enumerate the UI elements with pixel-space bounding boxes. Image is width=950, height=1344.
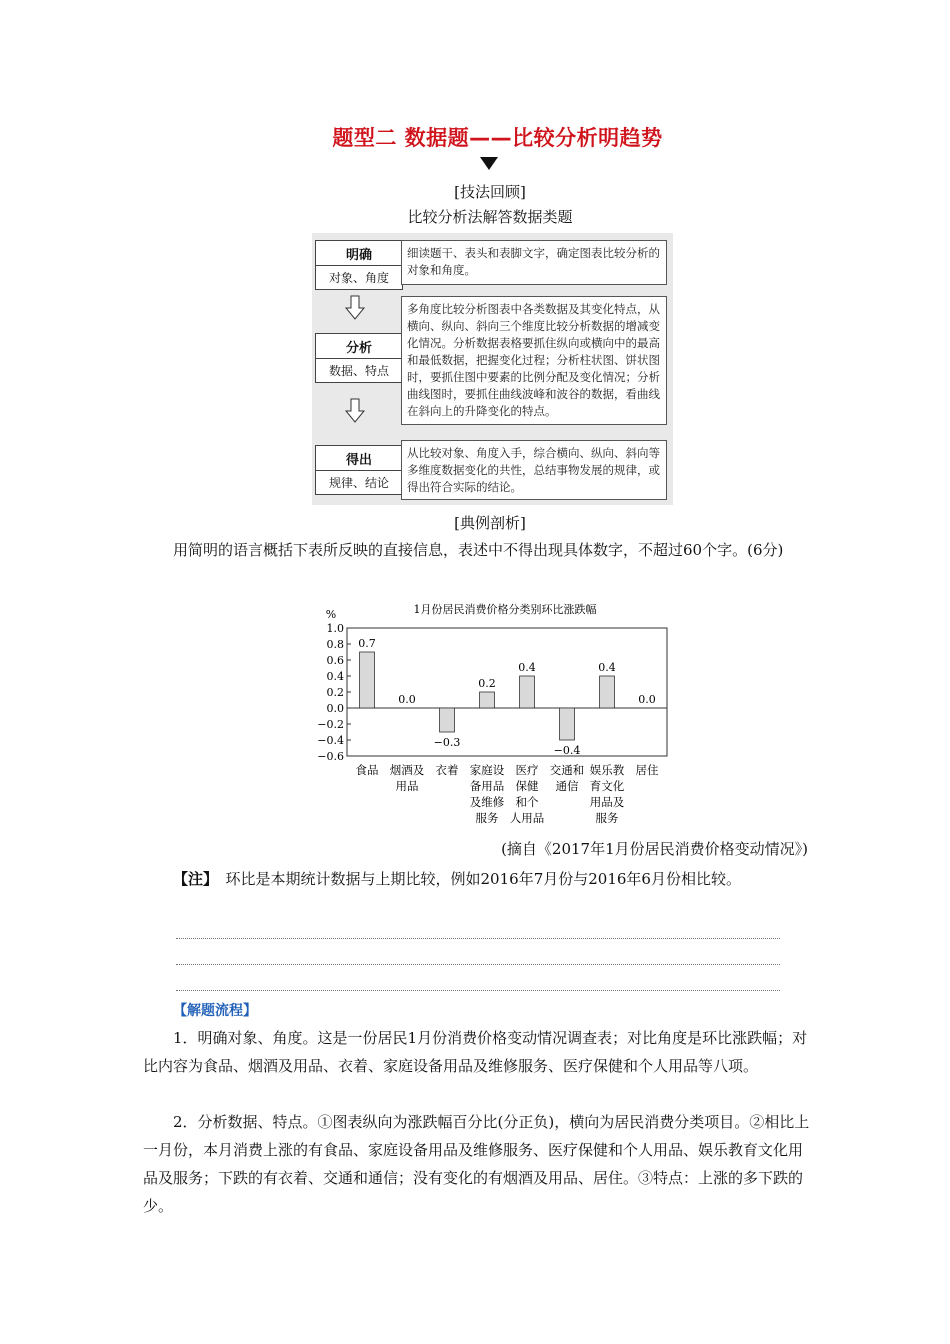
section-label-example: [典例剖析] <box>454 514 526 532</box>
y-axis-unit: % <box>325 608 337 621</box>
answer-step-2: 2．分析数据、特点。①图表纵向为涨跌幅百分比(分正负)，横向为居民消费分类项目。②相比上一月份，本月消费上涨的有食品、家庭设备用品及维修服务、医疗保健和个人用品、娱乐教育文化用品及服务；下跌的有衣着、交通和通信；没有变化的有烟酒及用品、居住。③特点：上涨的多下跌的少。 <box>143 1113 810 1215</box>
chart-title: 1月份居民消费价格分类别环比涨跌幅 <box>413 603 597 616</box>
answer-line <box>176 990 780 991</box>
y-tick-label: 0.0 <box>326 702 344 715</box>
process-label: 【解题流程】 <box>173 1003 257 1019</box>
data-label: −0.4 <box>553 744 581 757</box>
section-label-review: [技法回顾] <box>454 183 526 201</box>
question-text: 用简明的语言概括下表所反映的直接信息，表述中不得出现具体数字，不超过60个字。(6分) <box>173 541 784 559</box>
category-label: 食品 <box>355 763 379 777</box>
category-label: 及维修 <box>469 795 505 809</box>
answer-step-1: 1．明确对象、角度。这是一份居民1月份消费价格变动情况调查表；对比角度是环比涨跌幅；对比内容为食品、烟酒及用品、衣着、家庭设备用品及维修服务、医疗保健和个人用品等八项。 <box>143 1029 808 1075</box>
flow-step-sub: 对象、角度 <box>328 271 389 285</box>
answer-line <box>176 938 780 939</box>
arrow-down-icon <box>344 295 366 321</box>
y-tick-label: 1.0 <box>326 622 344 635</box>
data-label: −0.3 <box>433 736 461 749</box>
y-tick-label: −0.6 <box>317 750 344 763</box>
data-label: 0.0 <box>398 693 416 706</box>
bar <box>600 676 615 708</box>
flow-step-head: 分析 <box>316 334 402 359</box>
data-label: 0.4 <box>598 661 616 674</box>
note-text: 环比是本期统计数据与上期比较，例如2016年7月份与2016年6月份相比较。 <box>210 870 741 888</box>
category-label: 家庭设 <box>469 763 505 777</box>
category-label: 烟酒及 <box>389 763 425 777</box>
category-label: 交通和 <box>549 763 585 777</box>
category-label: 娱乐教 <box>589 763 625 777</box>
flow-desc-2: 多角度比较分析图表中各类数据及其变化特点，从横向、纵向、斜向三个维度比较分析数据的增减变化情况。分析数据表格要抓住纵向或横向中的最高和最低数据，把握变化过程；分析柱状图、饼状图时，要抓住图中要素的比例分配及变化情况；分析曲线图时，要抓住曲线波峰和波谷的数据，看曲线在斜向上的升降变化的特点。 <box>401 296 667 425</box>
flow-desc-1: 细读题干、表头和表脚文字，确定图表比较分析的对象和角度。 <box>401 240 667 285</box>
note-label: 【注】 <box>173 870 211 888</box>
y-tick-label: −0.4 <box>317 734 344 747</box>
bar <box>360 652 375 708</box>
flow-step-head: 得出 <box>316 446 402 471</box>
y-tick-label: 0.4 <box>326 670 344 683</box>
flow-step-3 <box>315 445 403 495</box>
page-title: 题型二 数据题——比较分析明趋势 <box>332 126 663 150</box>
plot-frame <box>347 628 667 756</box>
category-label: 服务 <box>475 811 499 825</box>
category-label: 用品 <box>395 779 419 793</box>
category-label: 用品及 <box>589 795 625 809</box>
category-label: 通信 <box>555 779 579 793</box>
bar <box>480 692 495 708</box>
data-label: 0.4 <box>518 661 536 674</box>
y-tick-label: 0.2 <box>326 686 344 699</box>
arrow-down-icon <box>344 398 366 424</box>
answer-line <box>176 964 780 965</box>
y-tick-label: 0.8 <box>326 638 344 651</box>
flow-step-head: 明确 <box>316 241 402 266</box>
y-tick-label: −0.2 <box>317 718 344 731</box>
note <box>143 865 813 893</box>
bar-chart <box>300 596 680 832</box>
category-label: 育文化 <box>589 779 625 793</box>
category-label: 医疗 <box>515 763 539 777</box>
data-label: 0.2 <box>478 677 496 690</box>
data-label: 0.7 <box>358 637 376 650</box>
flow-step-sub: 规律、结论 <box>328 476 389 490</box>
category-label: 保健 <box>515 779 539 793</box>
category-label: 和个 <box>515 795 539 809</box>
bar <box>440 708 455 732</box>
flow-step-1 <box>315 240 403 290</box>
bar <box>520 676 535 708</box>
category-label: 备用品 <box>469 779 505 793</box>
category-label: 服务 <box>595 811 619 825</box>
y-tick-label: 0.6 <box>326 654 344 667</box>
chart-source: (摘自《2017年1月份居民消费价格变动情况》) <box>501 840 808 858</box>
flow-step-sub: 数据、特点 <box>328 364 389 378</box>
bar <box>560 708 575 740</box>
triangle-down-icon <box>480 157 498 170</box>
category-label: 人用品 <box>509 811 545 825</box>
flow-desc-3: 从比较对象、角度入手，综合横向、纵向、斜向等多维度数据变化的共性，总结事物发展的规律，或得出符合实际的结论。 <box>401 440 667 500</box>
method-flowchart <box>312 233 673 505</box>
category-label: 衣着 <box>435 763 459 777</box>
flow-step-2 <box>315 333 403 383</box>
category-label: 居住 <box>635 763 659 777</box>
method-title: 比较分析法解答数据类题 <box>407 208 573 226</box>
data-label: 0.0 <box>638 693 656 706</box>
